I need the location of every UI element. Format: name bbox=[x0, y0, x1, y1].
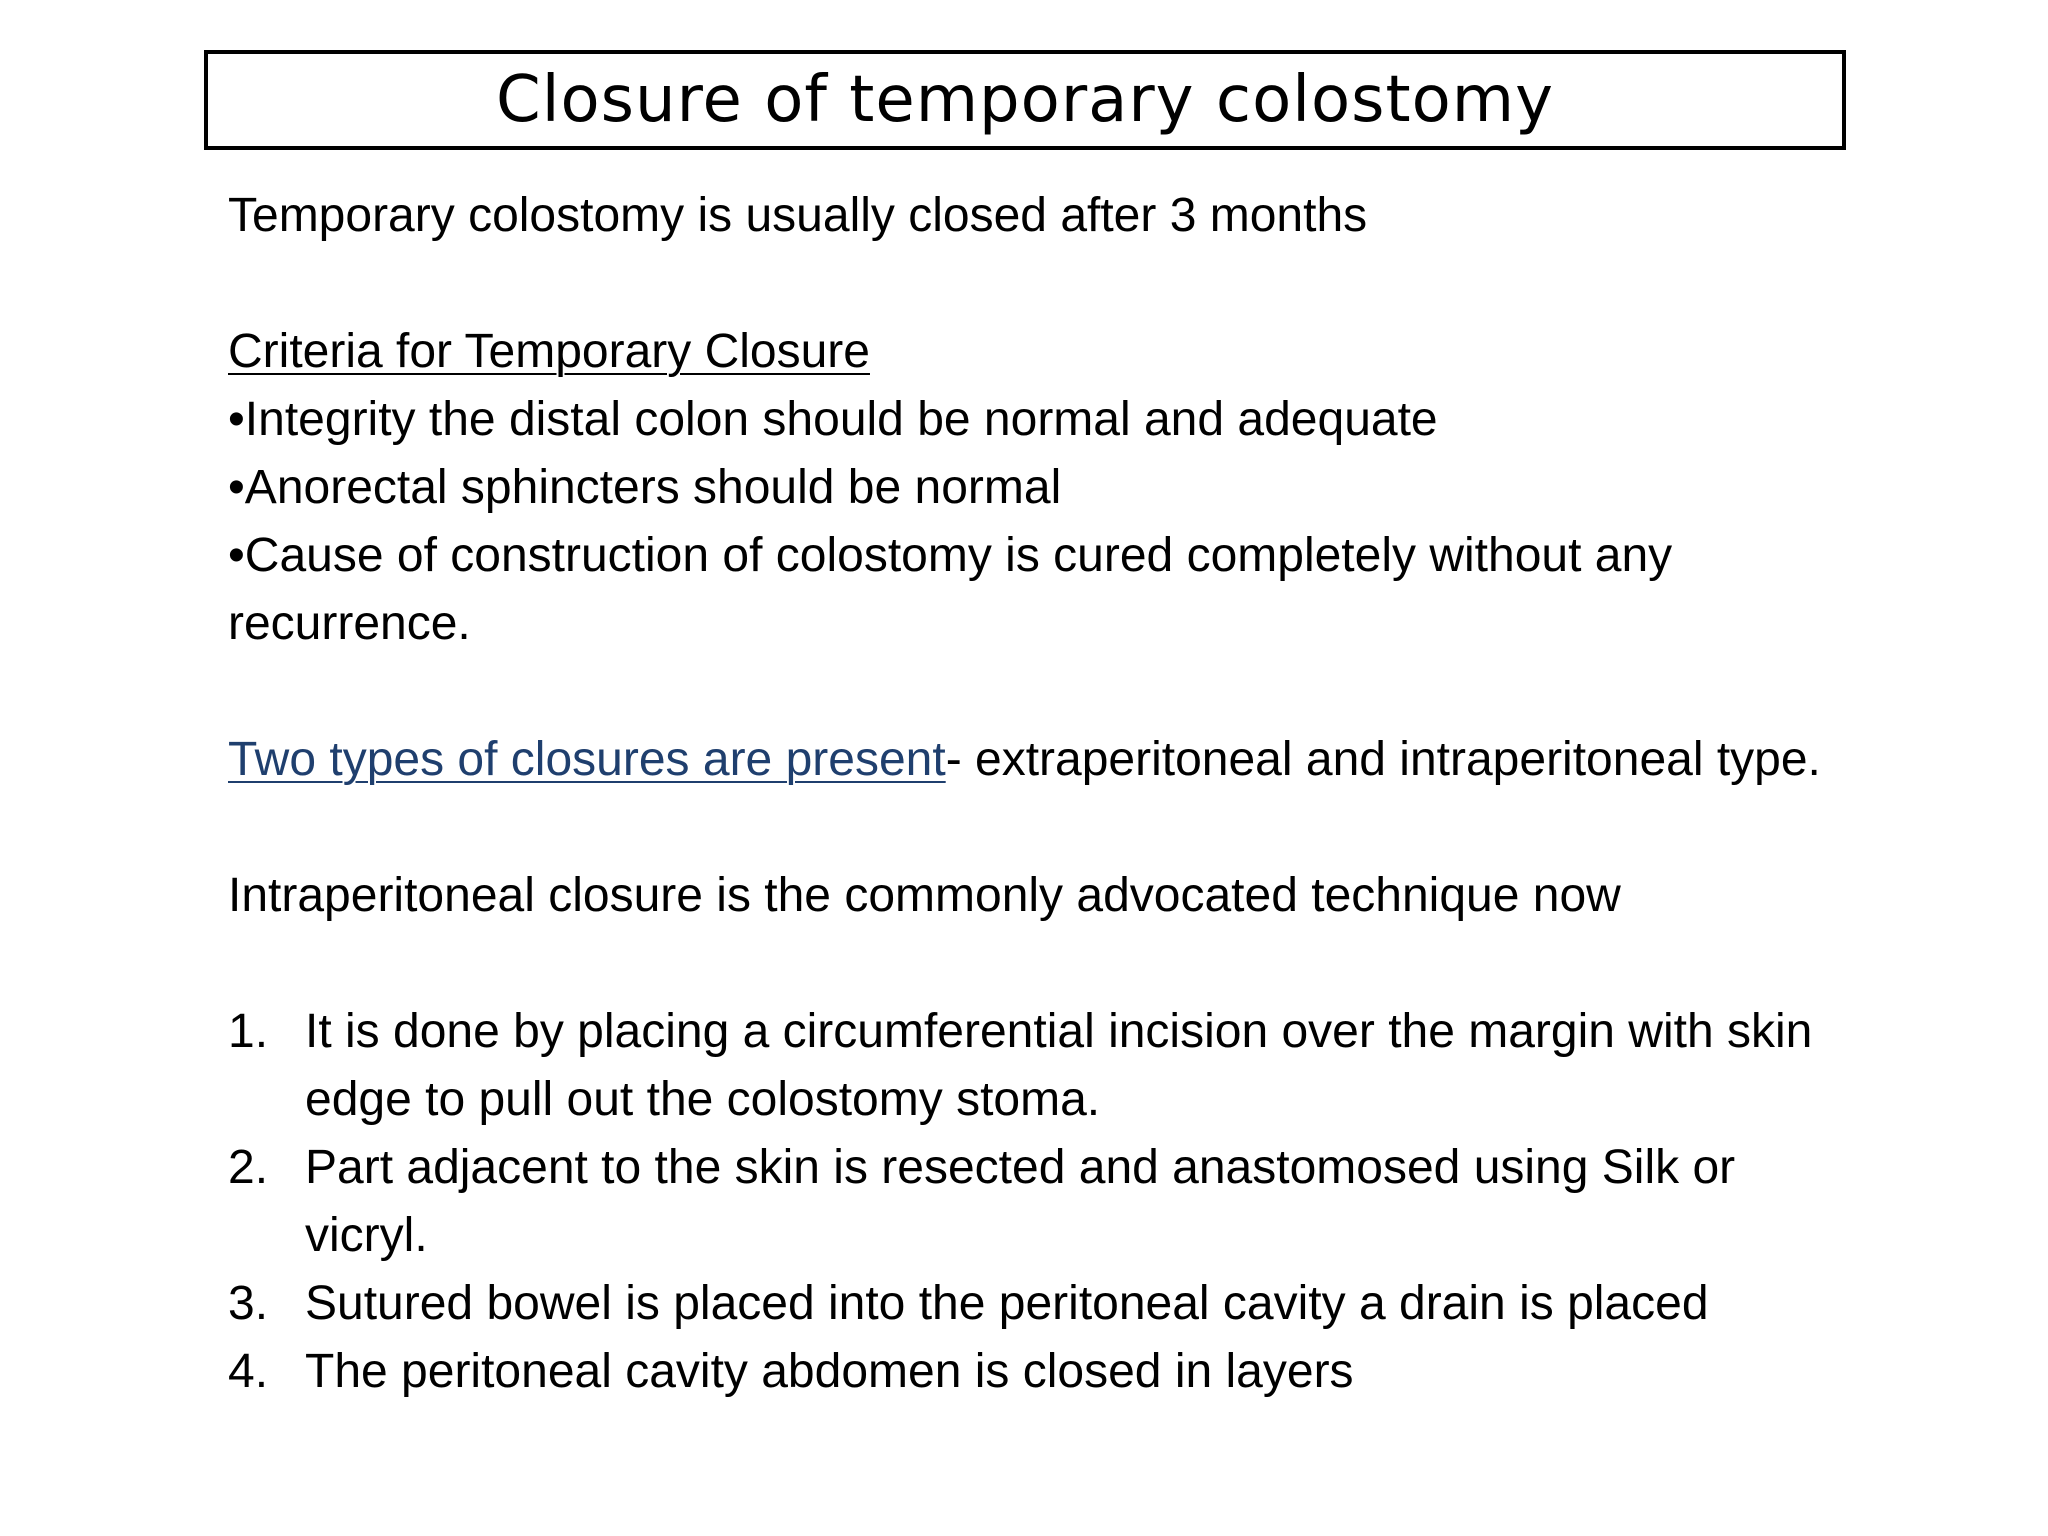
step-text: Sutured bowel is placed into the peritoneal cavity a drain is placed bbox=[305, 1277, 1709, 1330]
step-item bbox=[228, 1338, 1868, 1406]
closure-types-text: - extraperitoneal and intraperitoneal type. bbox=[945, 733, 1821, 786]
criteria-item: •Integrity the distal colon should be normal and adequate bbox=[228, 393, 1438, 446]
step-number: 3. bbox=[228, 1277, 269, 1330]
step-number: 1. bbox=[228, 1005, 269, 1058]
criteria-item: •Cause of construction of colostomy is cured completely without any recurrence. bbox=[228, 529, 1673, 650]
title-box bbox=[204, 50, 1846, 150]
spacer bbox=[228, 930, 1868, 998]
step-text: The peritoneal cavity abdomen is closed in layers bbox=[305, 1345, 1354, 1398]
spacer bbox=[228, 250, 1868, 318]
step-item bbox=[228, 1134, 1868, 1270]
step-number: 4. bbox=[228, 1345, 269, 1398]
step-text: It is done by placing a circumferential incision over the margin with skin edge to pull out the colostomy stoma. bbox=[305, 1005, 1813, 1126]
criteria-item: •Anorectal sphincters should be normal bbox=[228, 461, 1062, 514]
slide-content bbox=[228, 182, 1868, 1406]
closure-types-paragraph bbox=[228, 726, 1868, 794]
steps-list bbox=[228, 998, 1868, 1406]
criteria-heading: Criteria for Temporary Closure bbox=[228, 325, 870, 378]
technique-note: Intraperitoneal closure is the commonly advocated technique now bbox=[228, 869, 1621, 922]
spacer bbox=[228, 794, 1868, 862]
closure-types-link[interactable]: Two types of closures are present bbox=[228, 733, 946, 786]
step-text: Part adjacent to the skin is resected and anastomosed using Silk or vicryl. bbox=[305, 1141, 1736, 1262]
step-item bbox=[228, 998, 1868, 1134]
step-item bbox=[228, 1270, 1868, 1338]
slide-title: Closure of temporary colostomy bbox=[496, 63, 1554, 137]
intro-text: Temporary colostomy is usually closed after 3 months bbox=[228, 189, 1368, 242]
step-number: 2. bbox=[228, 1141, 269, 1194]
spacer bbox=[228, 658, 1868, 726]
